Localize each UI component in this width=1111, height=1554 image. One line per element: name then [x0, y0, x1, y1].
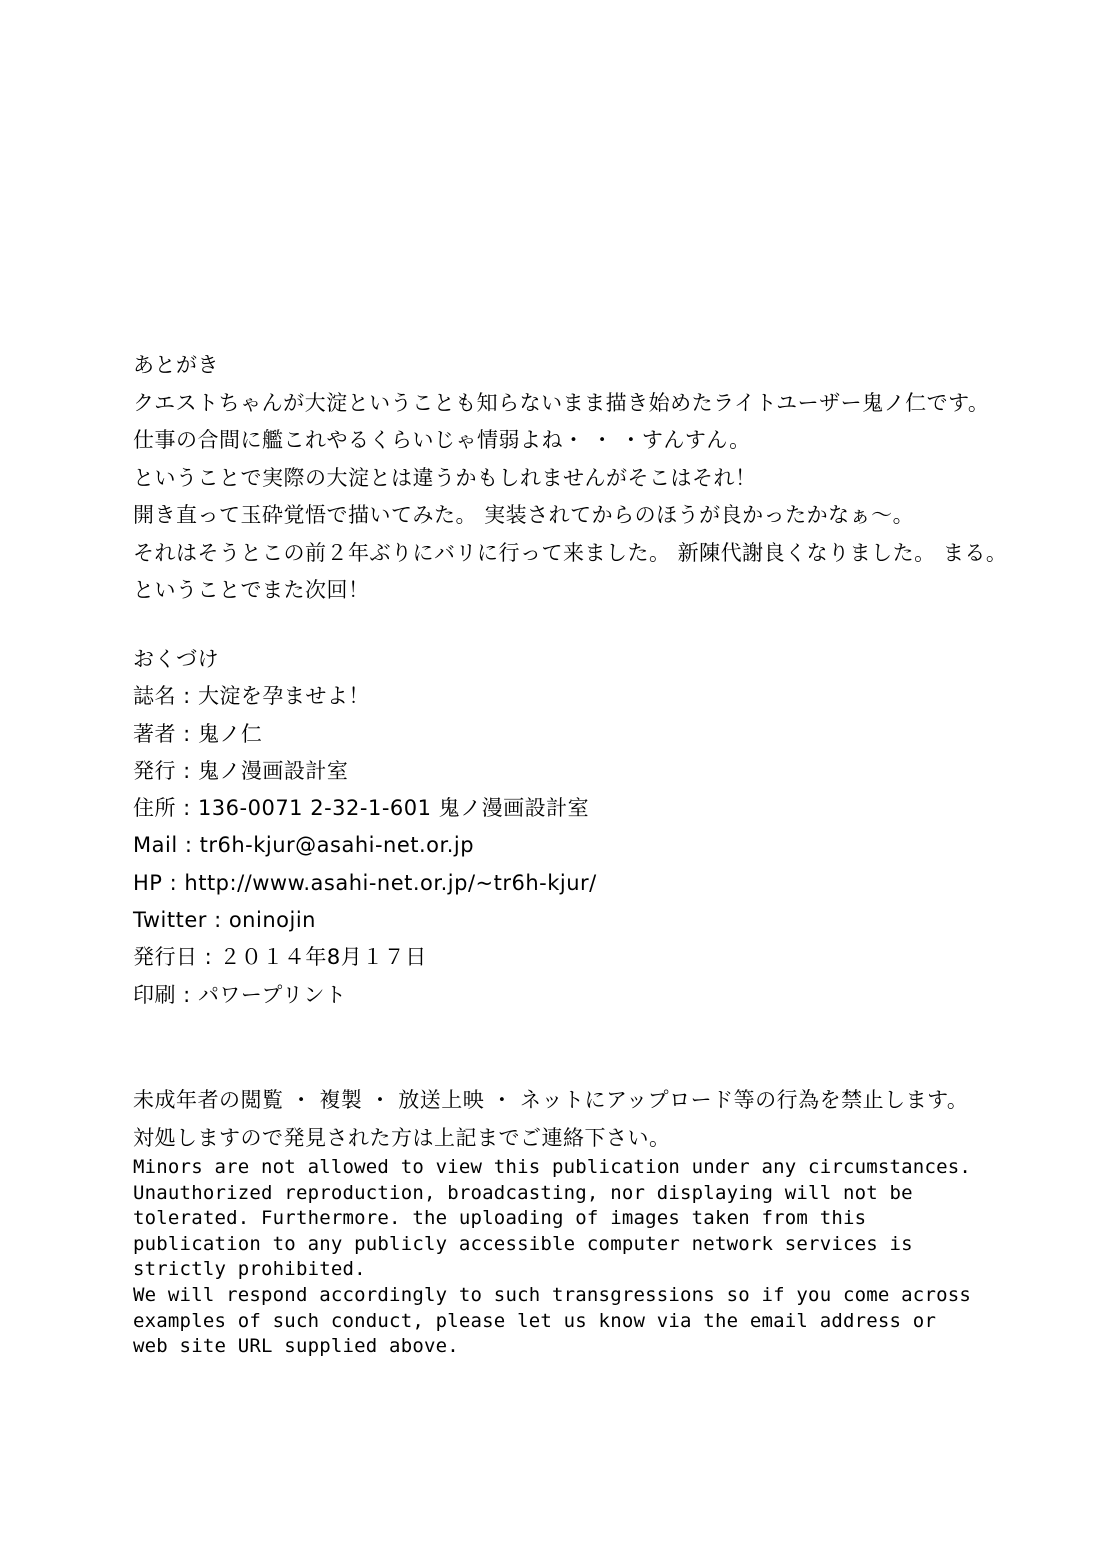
- colophon-entry-publisher: [133, 753, 597, 790]
- colophon-entry-printer: [133, 977, 597, 1014]
- entry-value: oninojin: [228, 908, 316, 933]
- notice-english: [133, 1155, 971, 1360]
- notice-en-line: publication to any publicly accessible computer network services is: [133, 1232, 913, 1255]
- entry-separator: :: [206, 908, 229, 933]
- entry-label: 発行: [133, 758, 176, 783]
- entry-value: 大淀を孕ませよ！: [197, 684, 370, 709]
- notice-jp-line: 未成年者の閲覧 ・ 複製 ・ 放送上映 ・ ネットにアップロード等の行為を禁止します。: [133, 1088, 969, 1112]
- notice-en-line: Unauthorized reproduction, broadcasting, nor displaying will not be: [133, 1181, 913, 1204]
- entry-value: ２０１４年8月１７日: [219, 945, 427, 970]
- entry-separator: :: [176, 721, 198, 746]
- colophon-entry-mail: [133, 827, 597, 864]
- colophon-title: おくづけ: [133, 647, 219, 671]
- entry-separator: :: [197, 945, 220, 970]
- notice-en-line: tolerated. Furthermore. the uploading of images taken from this: [133, 1207, 867, 1230]
- entry-value: 鬼ノ仁: [197, 721, 263, 746]
- entry-label: 住所: [133, 796, 176, 821]
- afterword-line: 開き直って玉砕覚悟で描いてみた。 実装されてからのほうが良かったかなぁ～。: [133, 503, 915, 527]
- entry-label: 印刷: [133, 982, 176, 1007]
- entry-label: Twitter: [133, 908, 207, 933]
- colophon-entry-publish-date: [133, 939, 597, 976]
- entry-value: 鬼ノ漫画設計室: [197, 758, 349, 783]
- entry-label: 誌名: [133, 684, 176, 709]
- entry-label: 発行日: [133, 945, 198, 970]
- afterword-title: あとがき: [133, 353, 219, 377]
- colophon-entry-title: [133, 678, 597, 715]
- entry-value: パワープリント: [197, 982, 347, 1007]
- entry-value: tr6h-kjur@asahi-net.or.jp: [199, 833, 475, 858]
- notice-jp-line: 対処しますので発見された方は上記までご連絡下さい。: [133, 1126, 671, 1150]
- notice-en-line: examples of such conduct, please let us know via the email address or: [133, 1309, 937, 1332]
- notice-en-line: We will respond accordingly to such transgressions so if you come across: [133, 1283, 972, 1306]
- entry-separator: :: [176, 982, 198, 1007]
- entry-separator: :: [176, 684, 198, 709]
- entry-label: 著者: [133, 721, 176, 746]
- afterword-section: [133, 347, 1007, 610]
- colophon-section: [133, 641, 597, 1014]
- colophon-entry-homepage: [133, 865, 597, 902]
- entry-label: Mail: [133, 833, 178, 858]
- entry-value: 136-0071 2-32-1-601 鬼ノ漫画設計室: [197, 796, 590, 821]
- colophon-entry-twitter: [133, 902, 597, 939]
- afterword-line: それはそうとこの前２年ぶりにバリに行って来ました。 新陳代謝良くなりました。 まる。: [133, 540, 1008, 565]
- afterword-line: クエストちゃんが大淀ということも知らないまま描き始めたライトユーザー鬼ノ仁です。: [133, 390, 990, 415]
- afterword-line: 仕事の合間に艦これやるくらいじゃ情弱よね・ ・ ・すんすん。: [133, 428, 751, 452]
- notice-en-line: web site URL supplied above.: [133, 1335, 459, 1358]
- colophon-entry-address: [133, 790, 597, 827]
- notice-en-line: Minors are not allowed to view this publication under any circumstances.: [133, 1156, 972, 1178]
- colophon-entry-author: [133, 716, 597, 753]
- entry-separator: :: [162, 870, 185, 895]
- entry-value: http://www.asahi-net.or.jp/~tr6h-kjur/: [184, 870, 597, 895]
- entry-separator: :: [176, 796, 198, 821]
- entry-label: HP: [133, 870, 163, 895]
- notice-japanese: [133, 1081, 968, 1157]
- notice-en-line: strictly prohibited.: [133, 1258, 366, 1281]
- entry-separator: :: [177, 833, 200, 858]
- afterword-line: ということで実際の大淀とは違うかもしれませんがそこはそれ！: [133, 465, 757, 490]
- entry-separator: :: [176, 758, 198, 783]
- afterword-line: ということでまた次回！: [133, 578, 370, 602]
